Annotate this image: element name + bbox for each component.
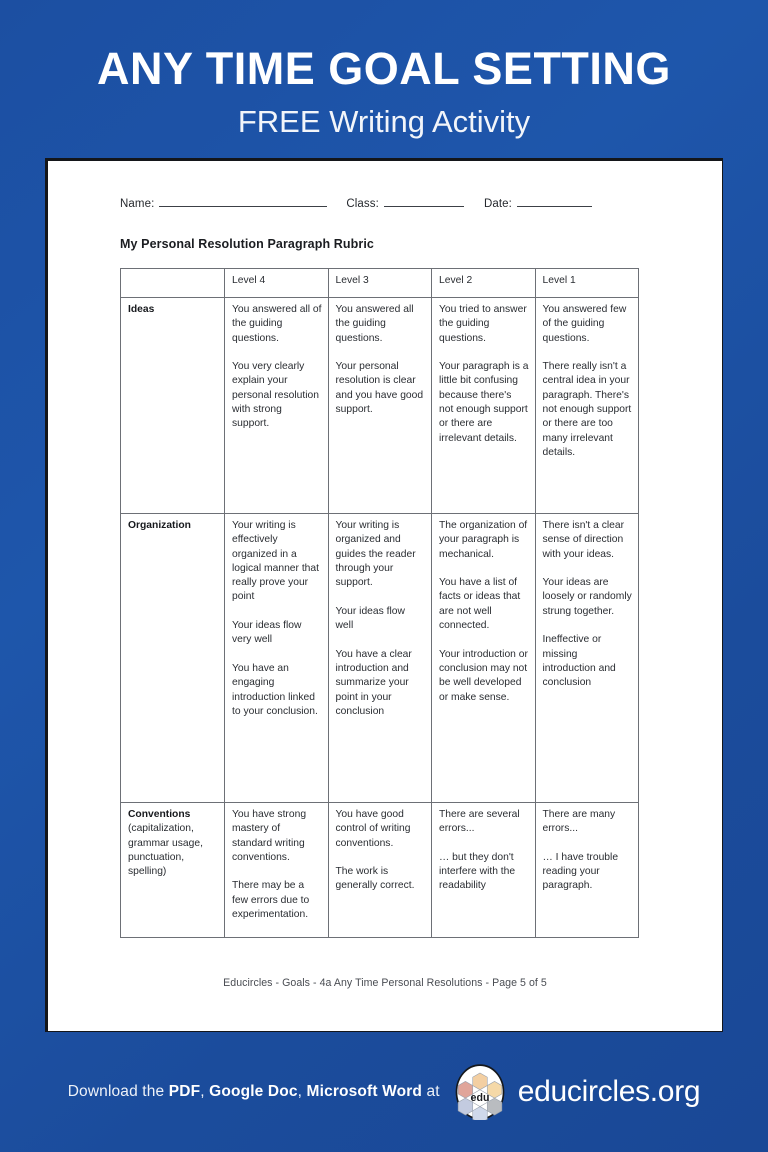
format-pdf-link[interactable]: PDF xyxy=(168,1083,201,1100)
rubric-table xyxy=(120,268,639,938)
format-google-doc-link[interactable]: Google Doc xyxy=(209,1083,298,1100)
page-title: ANY TIME GOAL SETTING xyxy=(97,43,671,94)
name-label: Name: xyxy=(120,198,155,210)
table-header-row xyxy=(121,269,639,298)
download-text xyxy=(68,1083,440,1101)
download-banner xyxy=(0,1032,768,1152)
separator-2: , xyxy=(297,1083,307,1100)
date-label: Date: xyxy=(483,198,512,210)
worksheet-footer: Educircles - Goals - 4a Any Time Personal Resolutions - Page 5 of 5 xyxy=(223,977,547,989)
column-header-level-4: Level 4 xyxy=(225,269,329,298)
poster-header xyxy=(0,0,768,158)
cell-conventions-level-2: There are several errors... … but they don't interfere with the readability xyxy=(432,803,536,938)
table-row xyxy=(121,298,639,514)
column-header-level-1: Level 1 xyxy=(535,269,639,298)
column-header-level-3: Level 3 xyxy=(328,269,432,298)
cell-conventions-level-3: You have good control of writing conventions. The work is generally correct. xyxy=(328,803,432,938)
criterion-label: Ideas xyxy=(128,304,155,315)
cell-ideas-level-3: You answered all the guiding questions. Your personal resolution is clear and you have good support. xyxy=(328,298,432,514)
table-row xyxy=(121,514,639,803)
criterion-cell-organization xyxy=(121,514,225,803)
cell-ideas-level-4: You answered all of the guiding questions. You very clearly explain your personal resolution with strong support. xyxy=(225,298,329,514)
rubric-title: My Personal Resolution Paragraph Rubric xyxy=(120,237,374,251)
criterion-label: Organization xyxy=(128,520,191,531)
criterion-sublabel: (capitalization, grammar usage, punctuation, spelling) xyxy=(128,823,203,878)
download-prefix: Download the xyxy=(67,1083,169,1100)
cell-organization-level-1: There isn't a clear sense of direction with your ideas. Your ideas are loosely or randomly strung together. Ineffective or missing introduction and conclusion xyxy=(535,514,639,803)
criterion-label: Conventions xyxy=(128,809,191,820)
class-label: Class: xyxy=(346,198,379,210)
table-row xyxy=(121,803,639,938)
logo-edu-text: edu xyxy=(470,1091,490,1104)
cell-ideas-level-2: You tried to answer the guiding questions. Your paragraph is a little bit confusing because there's not enough support or there are irrelevant details. xyxy=(432,298,536,514)
page-subtitle: FREE Writing Activity xyxy=(237,104,531,139)
student-info-line xyxy=(120,195,650,210)
cell-conventions-level-1: There are many errors... … I have trouble reading your paragraph. xyxy=(535,803,639,938)
cell-conventions-level-4: You have strong mastery of standard writing conventions. There may be a few errors due to experimentation. xyxy=(225,803,329,938)
name-input[interactable] xyxy=(159,195,327,207)
criterion-cell-conventions xyxy=(121,803,225,938)
format-word-link[interactable]: Microsoft Word xyxy=(306,1083,423,1100)
worksheet-content xyxy=(120,195,650,938)
worksheet-page xyxy=(48,161,722,1031)
class-input[interactable] xyxy=(384,195,464,207)
cell-organization-level-2: The organization of your paragraph is mechanical. You have a list of facts or ideas that are not well connected. Your introduction or conclusion may not be well developed or make sense. xyxy=(432,514,536,803)
educircles-logo-icon xyxy=(452,1064,508,1120)
banner-row xyxy=(68,1064,701,1120)
cell-organization-level-3: Your writing is organized and guides the reader through your support. Your ideas flow well You have a clear introduction and summarize your point in your conclusion xyxy=(328,514,432,803)
column-header-criterion xyxy=(121,269,225,298)
brand-name[interactable]: educircles.org xyxy=(517,1075,701,1108)
separator-1: , xyxy=(200,1083,210,1100)
column-header-level-2: Level 2 xyxy=(432,269,536,298)
criterion-cell-ideas xyxy=(121,298,225,514)
date-input[interactable] xyxy=(517,195,592,207)
download-suffix: at xyxy=(422,1083,440,1100)
cell-organization-level-4: Your writing is effectively organized in a logical manner that really prove your point Your ideas flow very well You have an engaging introduction linked to your conclusion. xyxy=(225,514,329,803)
cell-ideas-level-1: You answered few of the guiding questions. There really isn't a central idea in your paragraph. There's not enough support or there are too many irrelevant details. xyxy=(535,298,639,514)
